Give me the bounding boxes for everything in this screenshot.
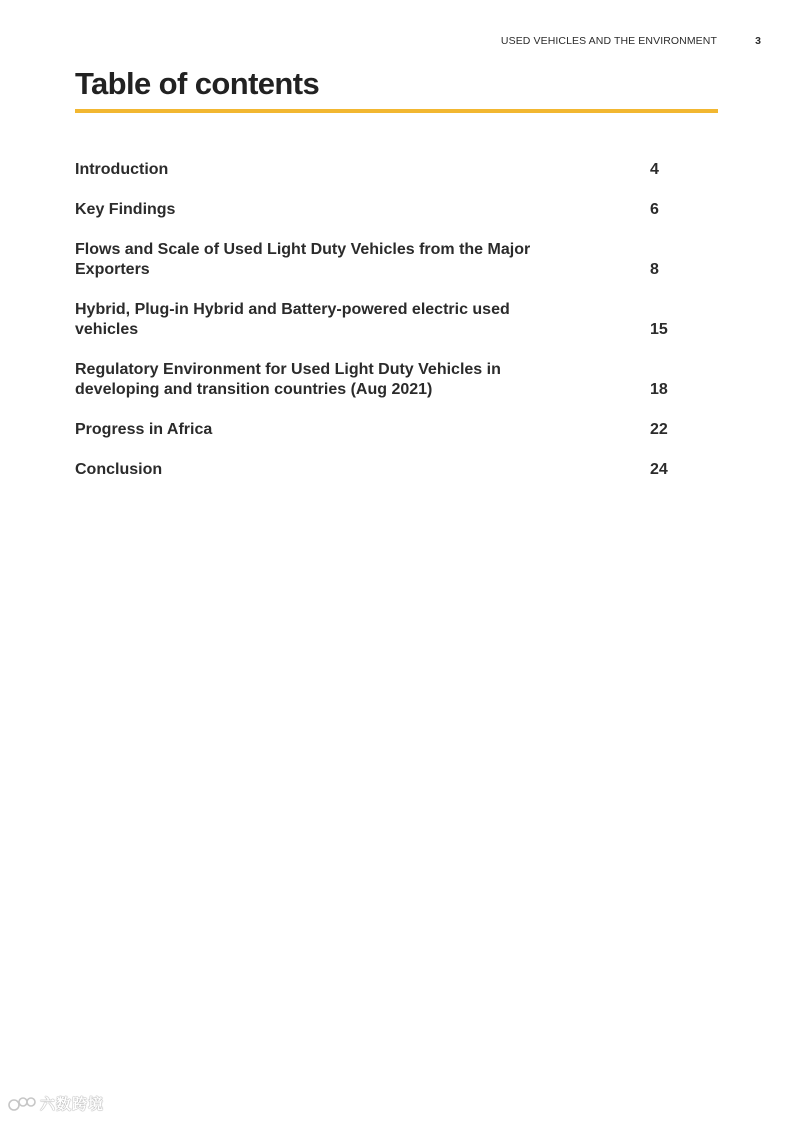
toc-entry-introduction[interactable]	[75, 160, 675, 180]
toc-entry-label: Key Findings	[75, 201, 176, 218]
toc-entry-page: 15	[650, 321, 668, 338]
toc-entry-page: 18	[650, 381, 668, 398]
watermark-text: 六数跨境	[40, 1095, 105, 1113]
toc-entry-label: Hybrid, Plug-in Hybrid and Battery-powered electric used vehicles	[75, 301, 510, 338]
toc-entry-key-findings[interactable]	[75, 200, 675, 220]
toc-entry-progress-in-africa[interactable]	[75, 420, 675, 440]
table-of-contents	[75, 160, 675, 500]
toc-entry-label: Flows and Scale of Used Light Duty Vehicles from the Major Exporters	[75, 241, 531, 278]
running-header	[0, 35, 793, 49]
toc-entry-label: Conclusion	[75, 461, 163, 478]
toc-entry-page: 6	[650, 201, 659, 218]
toc-entry-label: Introduction	[75, 161, 169, 178]
page-number: 3	[755, 35, 761, 47]
watermark-logo-icon	[8, 1096, 36, 1112]
page-title: Table of contents	[75, 66, 320, 101]
toc-entry-page: 4	[650, 161, 659, 178]
toc-entry-page: 8	[650, 261, 659, 278]
toc-entry-regulatory-environment[interactable]	[75, 360, 675, 400]
toc-entry-flows-and-scale[interactable]	[75, 240, 675, 280]
toc-entry-hybrid-vehicles[interactable]	[75, 300, 675, 340]
running-title: USED VEHICLES AND THE ENVIRONMENT	[500, 35, 717, 47]
toc-entry-page: 24	[650, 461, 668, 478]
title-underline	[75, 109, 718, 113]
toc-entry-label: Progress in Africa	[75, 421, 213, 438]
toc-entry-label: Regulatory Environment for Used Light Duty Vehicles in developing and transition countries (Aug 2021)	[75, 361, 501, 398]
toc-entry-page: 22	[650, 421, 668, 438]
watermark	[8, 1093, 104, 1114]
toc-entry-conclusion[interactable]	[75, 460, 675, 480]
